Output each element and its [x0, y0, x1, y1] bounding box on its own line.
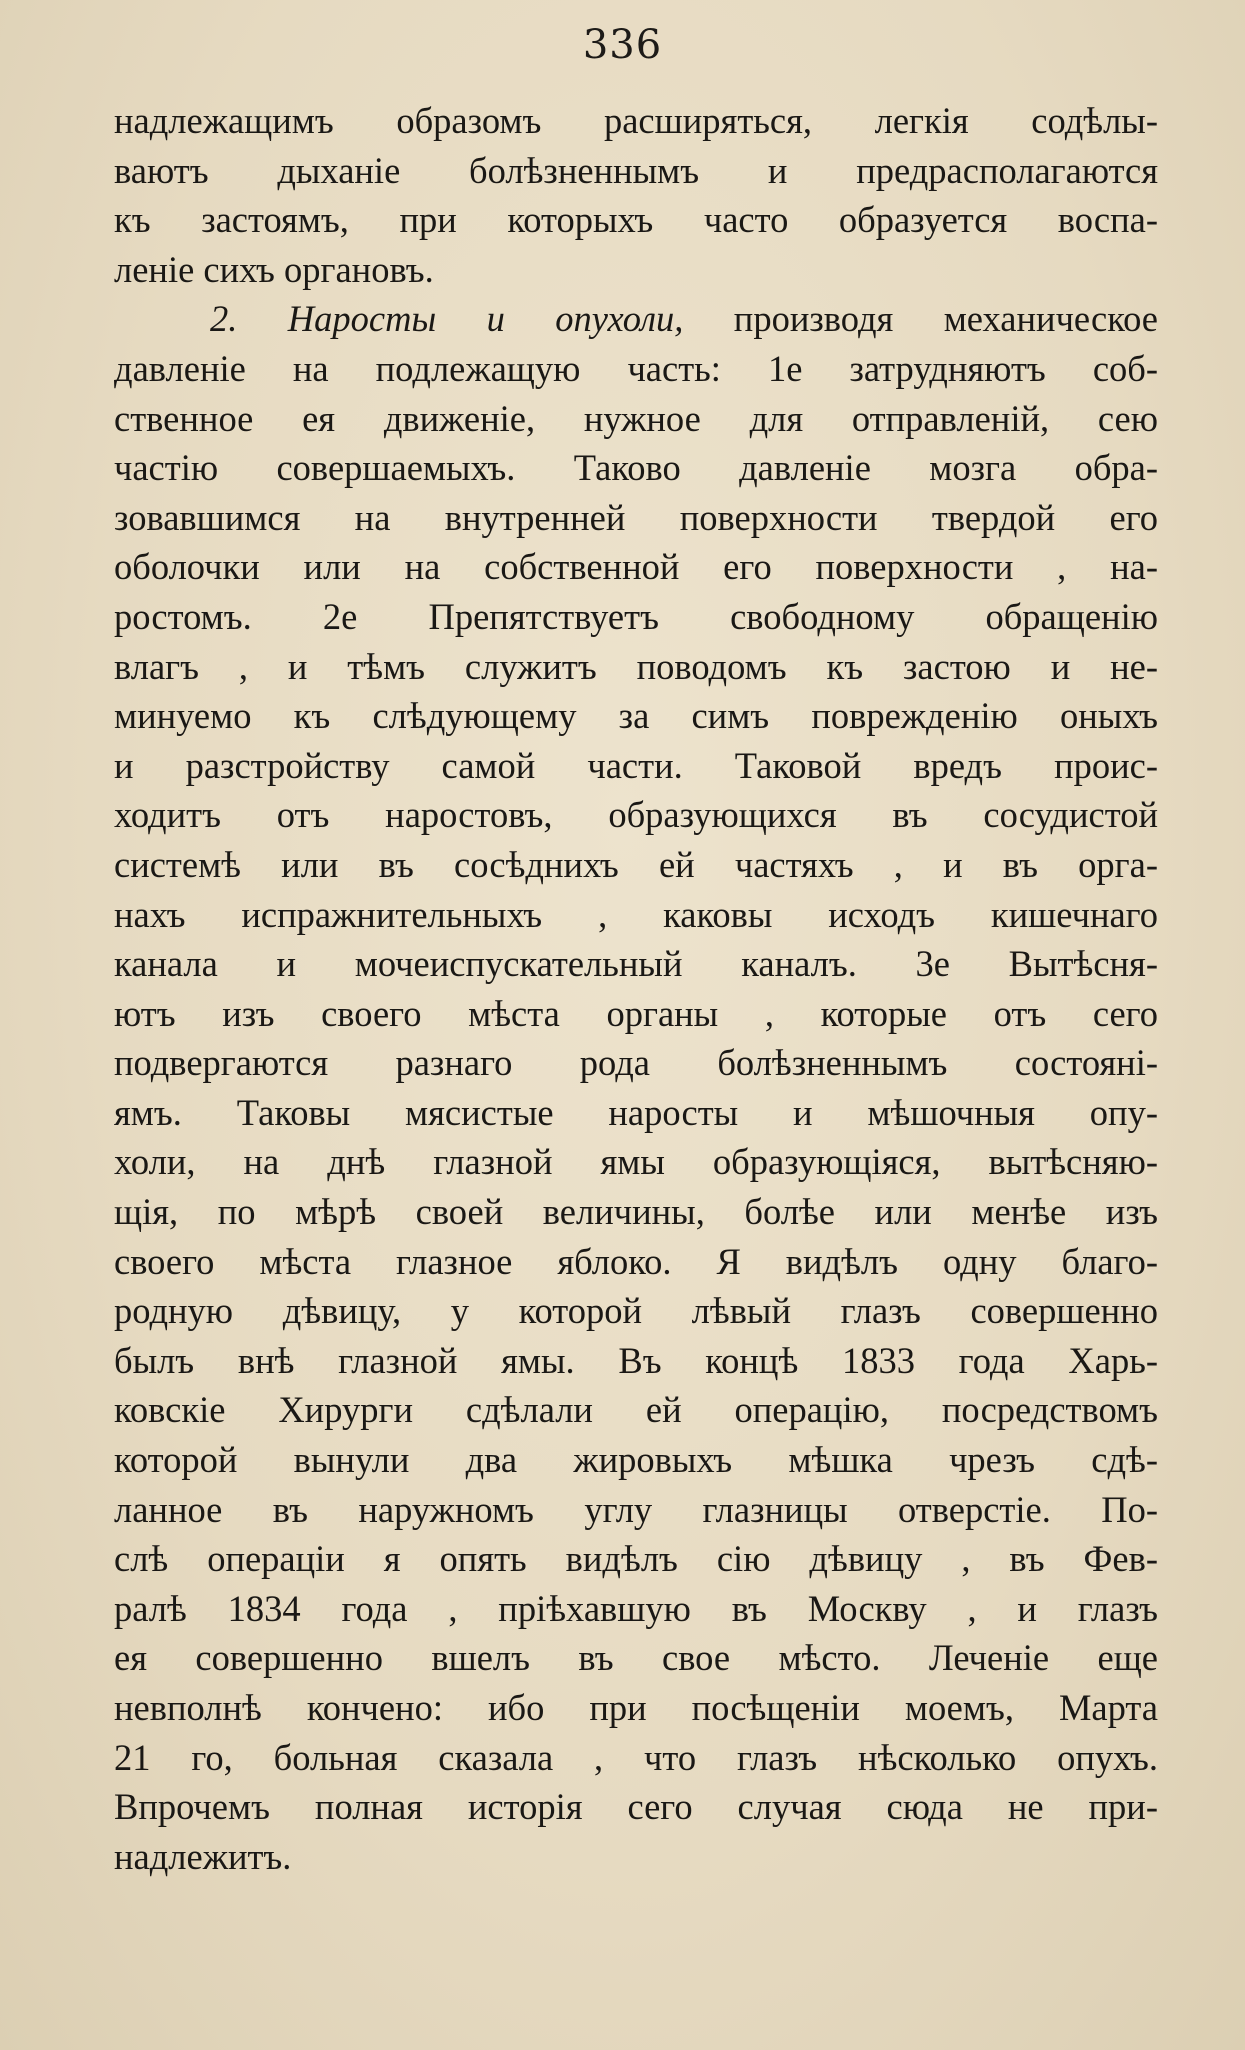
body-text — [114, 96, 1158, 1881]
text-line: минуемо къ слѣдующему за симъ поврежденію оныхъ — [114, 695, 1158, 737]
text-line: невполнѣ кончено: ибо при посѣщеніи моемъ, Марта — [114, 1687, 1158, 1728]
text-line: къ застоямъ, при которыхъ часто образуется воспа- — [114, 199, 1158, 241]
text-line: зовавшимся на внутренней поверхности твердой его — [114, 496, 1158, 538]
text-line: частію совершаемыхъ. Таково давленіе мозга обра- — [114, 447, 1158, 489]
text-line: ковскіе Хирурги сдѣлали ей операцію, посредствомъ — [114, 1389, 1158, 1431]
section-number: 2. — [210, 298, 238, 340]
text-line: ростомъ. 2е Препятствуетъ свободному обращенію — [114, 595, 1158, 637]
text-line: ланное въ наружномъ углу глазницы отверстіе. По- — [114, 1488, 1158, 1530]
text-line: леніе сихъ органовъ. — [114, 248, 434, 290]
section-heading-line — [114, 294, 1158, 344]
text-line: щія, по мѣрѣ своей величины, болѣе или менѣе изъ — [114, 1191, 1158, 1233]
text-line: былъ внѣ глазной ямы. Въ концѣ 1833 года Харь- — [114, 1339, 1158, 1381]
text-line: нахъ испражнительныхъ , каковы исходъ кишечнаго — [114, 893, 1158, 935]
text-line: ямъ. Таковы мясистые наросты и мѣшочныя опу- — [114, 1091, 1158, 1133]
text-line: оболочки или на собственной его поверхности , на- — [114, 546, 1158, 588]
text-line: ютъ изъ своего мѣста органы , которые отъ сего — [114, 992, 1158, 1034]
text-line: канала и мочеиспускательный каналъ. 3е Вытѣсня- — [114, 943, 1158, 985]
text-line: которой вынули два жировыхъ мѣшка чрезъ сдѣ- — [114, 1439, 1158, 1481]
text-line: холи, на днѣ глазной ямы образующіяся, вытѣсняю- — [114, 1141, 1158, 1183]
text-line: давленіе на подлежащую часть: 1е затрудняютъ соб- — [114, 347, 1158, 389]
text-line: ралѣ 1834 года , пріѣхавшую въ Москву , и глазъ — [114, 1587, 1158, 1629]
section-line-rest: производя механическое — [733, 298, 1159, 340]
text-line: своего мѣста глазное яблоко. Я видѣлъ одну благо- — [114, 1240, 1158, 1282]
text-line: ваютъ дыханіе болѣзненнымъ и предрасполагаются — [114, 149, 1158, 191]
section-title: Наросты и опухоли, — [287, 298, 684, 340]
text-line: надлежащимъ образомъ расширяться, легкія содѣлы- — [114, 100, 1158, 141]
text-line: 21 го, больная сказала , что глазъ нѣсколько опухъ. — [114, 1736, 1158, 1778]
text-line: ея совершенно вшелъ въ свое мѣсто. Леченіе еще — [114, 1637, 1158, 1679]
text-line: подвергаются разнаго рода болѣзненнымъ состояні- — [114, 1042, 1158, 1084]
text-line: и разстройству самой части. Таковой вредъ проис- — [114, 744, 1158, 786]
text-line: слѣ операціи я опять видѣлъ сію дѣвицу , въ Фев- — [114, 1538, 1158, 1580]
text-line: ственное ея движеніе, нужное для отправленій, сею — [114, 397, 1158, 439]
text-line: системѣ или въ сосѣднихъ ей частяхъ , и въ орга- — [114, 843, 1158, 885]
page-number: 336 — [582, 22, 663, 68]
text-line: ходитъ отъ наростовъ, образующихся въ сосудистой — [114, 794, 1158, 836]
text-line: Впрочемъ полная исторія сего случая сюда не при- — [114, 1786, 1158, 1828]
text-line: влагъ , и тѣмъ служитъ поводомъ къ застою и не- — [114, 645, 1158, 687]
text-line: родную дѣвицу, у которой лѣвый глазъ совершенно — [114, 1290, 1158, 1332]
text-line: надлежитъ. — [114, 1835, 292, 1877]
